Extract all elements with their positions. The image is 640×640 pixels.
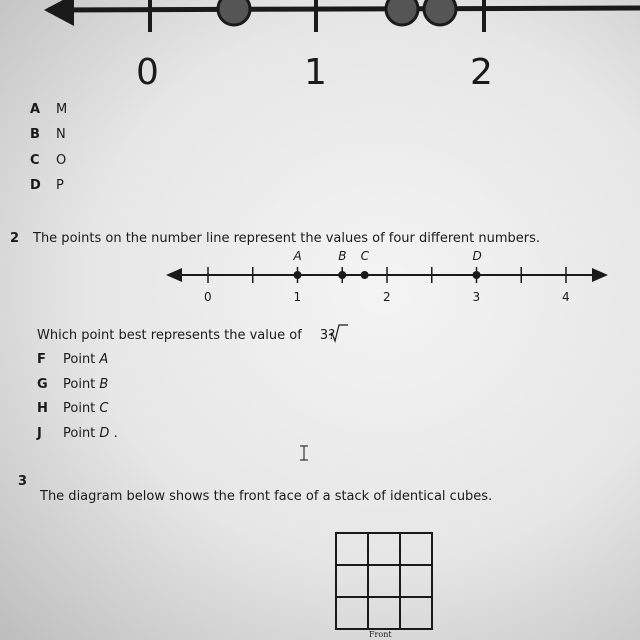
tick-label-1: 1 (293, 290, 302, 304)
question-2-text: Which point best represents the value of 3? (37, 328, 336, 343)
point-label-b: B (338, 249, 347, 263)
tick-label-0: 0 (204, 290, 212, 304)
diagram-caption: Front (369, 630, 392, 639)
tick-label-2: 2 (383, 290, 391, 304)
prev-choice-b[interactable]: B N (30, 127, 66, 142)
question-3-number: 3 (18, 474, 28, 489)
point-label-a: A (293, 249, 302, 263)
prev-choice-a[interactable]: A M (30, 102, 68, 117)
tick-label-3: 3 (472, 290, 481, 304)
tick-label-4: 4 (562, 290, 570, 304)
point-label-d: D (472, 249, 482, 263)
question-2-prompt: The points on the number line represent the values of four different numbers. (33, 231, 541, 246)
choice-j[interactable]: J Point D . (37, 426, 118, 441)
left-arrow-icon (166, 268, 182, 282)
point-a (294, 271, 302, 279)
choice-g[interactable]: G Point B (37, 377, 109, 392)
text-cursor-icon (300, 446, 308, 460)
left-arrow-icon (44, 0, 74, 26)
point-d (473, 271, 481, 279)
prev-choice-c[interactable]: C O (30, 153, 67, 168)
previous-number-line (44, 0, 640, 32)
prev-choice-d[interactable]: D P (30, 178, 64, 193)
point-marker (386, 0, 418, 25)
prev-label-2: 2 (470, 52, 493, 93)
radical-index: 3 (319, 328, 329, 343)
choice-h[interactable]: H Point C (37, 401, 109, 416)
question-2-number: 2 (10, 231, 20, 246)
point-marker (218, 0, 250, 25)
prev-label-0: 0 (136, 52, 159, 93)
point-c (361, 271, 369, 279)
q2-number-line (166, 267, 608, 283)
choice-f[interactable]: F Point A (37, 352, 109, 367)
cube-stack-front-grid (336, 533, 432, 629)
point-b (338, 271, 346, 279)
question-3-prompt: The diagram below shows the front face of a stack of identical cubes. (40, 489, 493, 504)
point-label-c: C (360, 249, 370, 263)
point-marker (424, 0, 456, 25)
prev-label-1: 1 (304, 52, 327, 93)
right-arrow-icon (592, 268, 608, 282)
